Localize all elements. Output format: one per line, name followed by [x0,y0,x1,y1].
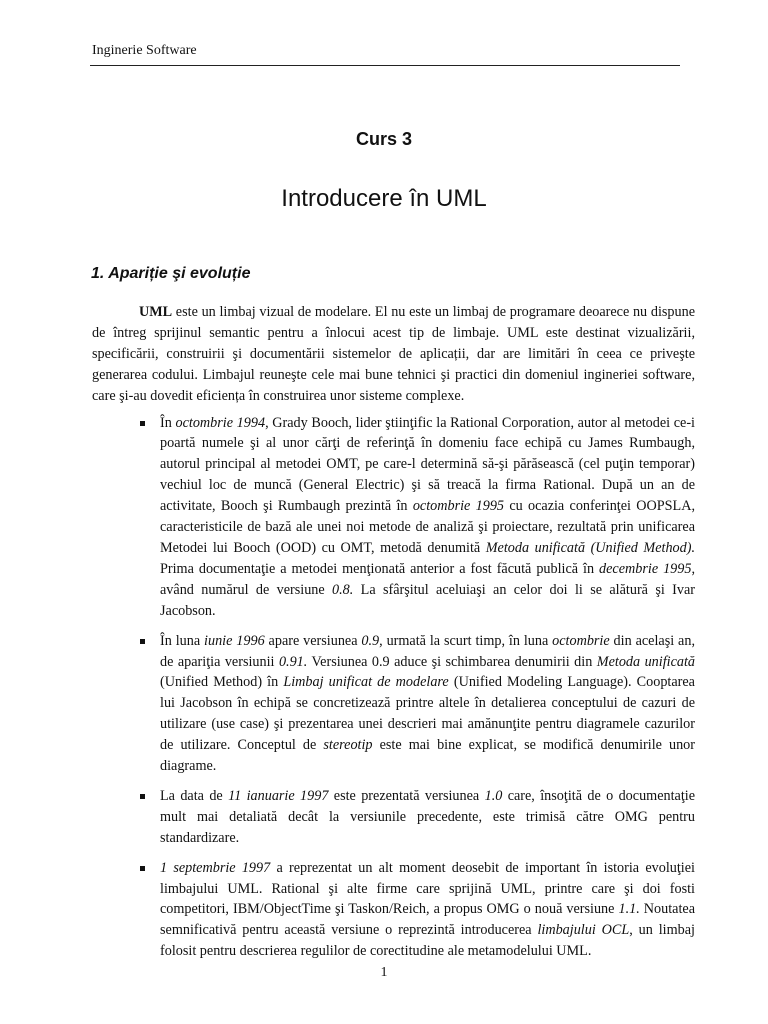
emphasis-text: stereotip [323,737,373,754]
intro-paragraph [92,302,695,407]
emphasis-text: 11 ianuarie 1997 [228,787,329,804]
emphasis-text: 0.8. [332,581,354,598]
bullet-text: (Unified Method) în [160,674,284,691]
section-heading: 1. Apariție şi evoluție [91,265,251,282]
bullet-text: , urmată la scurt timp, în luna [379,632,553,649]
bullet-text: Versiunea 0.9 aduce şi schimbarea denumirii din [307,653,597,670]
bullet-text: apare versiunea [264,632,362,649]
bullet-text: Noutatea semnificativă pentru această versiune o reprezintă introducerea [160,901,695,939]
emphasis-text: octombrie [552,632,610,649]
bullet-text: cu ocazia conferinţei OOPSLA, caracteristicile de bază ale unei noi metode de analiză şi proiectare, rezultată prin unificarea Metodei lui Booch (OOD) cu OMT, metodă denumită [160,498,695,556]
emphasis-text: Limbaj unificat de modelare [283,674,449,691]
bullet-text: , Grady Booch, lider ştiinţific la Rational Corporation, autor al metodei ce-i poartă numele şi al unor cărţi de referinţă în domeniu face echipă cu James Rumbaugh, autorul principal al metodei OMT, pe care-l determină să-şi părăsească (cel puţin temporar) vechiul loc de muncă (General Electric) şi să treacă la firma Rational. După un an de activitate, Booch şi Rumbaugh prezintă în [160,414,695,515]
emphasis-text: 0.9 [361,632,380,649]
emphasis-text: 0.91. [278,653,308,670]
page-number: 1 [380,965,388,980]
bullet-text: care, însoţită de o documentaţie mult mai detaliată decât la versiunile precedente, este trimisă către OMG pentru standardizare. [160,787,696,846]
emphasis-text: decembrie 1995 [599,560,692,577]
bullet-text: este prezentată versiunea [328,787,485,804]
square-bullet-icon [140,421,145,426]
bullet-text: din acelaşi an, de apariţia versiunii [160,632,695,670]
bullet-item [92,858,695,963]
history-bullet-list [92,413,695,963]
page-title: Introducere în UML [281,185,487,212]
bullet-text: (Unified Modeling Language). Cooptarea lui Jacobson în echipă se concretizează printre altele în detalierea conceptului de cazuri de utilizare (use case) şi prezentarea unei descrieri mai amănunţite pentru diagramele cazurilor de utilizare. Conceptul de [160,674,695,754]
emphasis-text: limbajului OCL [537,922,630,939]
intro-text: este un limbaj vizual de modelare. El nu este un limbaj de programare deoarece nu dispune de întreg sprijinul semantic pentru a înlocui acest tip de limbaje. UML este destinat vizualizării, specificării, construirii şi documentării sistemelor de aplicații, dar are limitări în ceea ce priveşte generarea codului. Limbajul reuneşte cele mai bune tehnici şi practici din domeniul ingineriei software, care şi-au dovedit eficiența în construirea unor sisteme complexe. [92,304,695,404]
header-divider [90,65,680,66]
intro-term: UML [139,304,173,320]
bullet-item [92,786,695,849]
bullet-text: Prima documentaţie a metodei menţionată anterior a fost făcută publică în [160,560,600,577]
bullet-item [92,413,695,622]
square-bullet-icon [140,639,145,644]
emphasis-text: 1.1. [618,901,640,918]
bullet-text: este mai bine explicat, se modifică denumirile unor diagrame. [160,737,696,775]
bullet-text: În luna [160,632,205,649]
bullet-item [92,631,695,777]
emphasis-text: 1.0 [484,787,503,804]
bullet-text: , având numărul de versiune [160,560,695,598]
bullet-text: a reprezentat un alt moment deosebit de important în istoria evoluţiei limbajului UML. Rational şi alte firme care sprijină UML, printre care şi doi fosti competitori, IBM/ObjectTime şi Taskon/Reich, a propus OMG o nouă versiune [160,859,695,918]
course-label: Curs 3 [355,129,413,149]
emphasis-text: 1 septembrie 1997 [160,859,271,876]
square-bullet-icon [140,794,145,799]
emphasis-text: Metoda unificată [596,653,696,670]
bullet-text: La data de [160,787,229,804]
running-header: Inginerie Software [92,43,197,58]
bullet-text: În [160,414,176,431]
body-content [92,302,695,971]
square-bullet-icon [140,866,145,871]
bullet-text: , un limbaj folosit pentru descrierea regulilor de corectitudine ale metamodelului UML. [160,922,695,960]
emphasis-text: octombrie 1994 [175,414,266,431]
bullet-text: La sfârşitul aceluiaşi an celor doi li se alătură şi Ivar Jacobson. [160,581,695,619]
emphasis-text: iunie 1996 [204,632,265,649]
emphasis-text: Metoda unificată (Unified Method). [485,539,696,556]
emphasis-text: octombrie 1995 [412,498,505,515]
